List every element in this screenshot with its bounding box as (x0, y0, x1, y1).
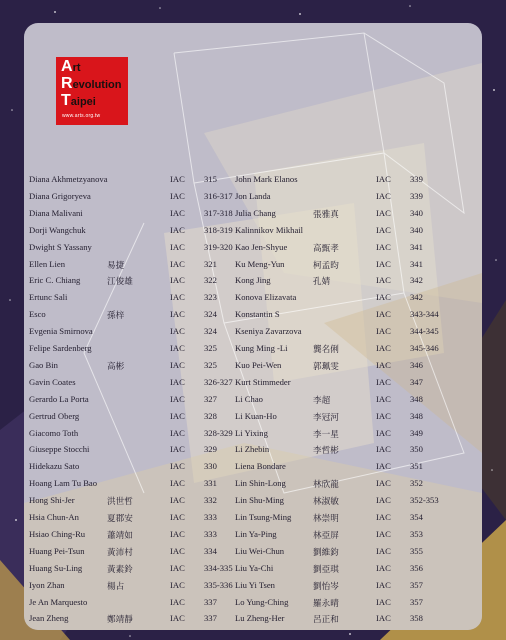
artist-chinese-name: 呂正和 (313, 614, 339, 625)
artist-name: Kung Ming -Li (235, 343, 288, 353)
artist-name: Diana Malivani (29, 207, 83, 218)
entry-page: 339 (410, 190, 423, 201)
entry-category: IAC (170, 579, 185, 590)
entry-category: IAC (376, 545, 391, 556)
entry-page: 334-335 (204, 562, 233, 573)
entry-category: IAC (170, 258, 185, 269)
artist-chinese-name: 江俊雄 (107, 276, 133, 287)
artist-chinese-name: 孫梓 (107, 310, 125, 321)
artist-name: Kong Jing (235, 275, 271, 286)
entry-category: IAC (376, 292, 391, 303)
entry-page: 357 (410, 596, 423, 607)
entry-page: 346 (410, 359, 423, 370)
entry-category: IAC (376, 410, 391, 421)
artist-chinese-name: 黃沛村 (107, 546, 133, 557)
artist-name: Dwight S Yassany (29, 241, 92, 252)
entry-page: 351 (410, 461, 423, 472)
entry-category: IAC (170, 207, 185, 218)
entry-page: 324 (204, 309, 217, 320)
entry-category: IAC (376, 207, 391, 218)
artist-name: Ellen Lien (29, 258, 66, 269)
entry-page: 316-317 (204, 190, 233, 201)
entry-page: 356 (410, 562, 423, 573)
entry-page: 347 (410, 376, 423, 387)
artist-name: Giacomo Toth (29, 427, 79, 438)
artist-name: Lin Ya-Ping (235, 528, 277, 539)
artist-chinese-name: 林欣龍 (313, 479, 339, 490)
entry-category: IAC (170, 562, 185, 573)
entry-page: 342 (410, 292, 423, 303)
artist-name: Konova Elizavata (235, 292, 297, 303)
artist-chinese-name: 李哲彬 (313, 445, 339, 456)
entry-category: IAC (170, 393, 185, 404)
entry-page: 357 (410, 579, 423, 590)
artist-name: Iyon Zhan (29, 579, 65, 590)
artist-name: Lo Yung-Ching (235, 596, 289, 607)
artist-chinese-name: 柯孟昀 (313, 259, 339, 270)
entry-category: IAC (170, 309, 185, 320)
entry-category: IAC (376, 444, 391, 455)
entry-page: 331 (204, 478, 217, 489)
content-panel (24, 23, 482, 630)
entry-page: 326-327 (204, 376, 233, 387)
artist-chinese-name: 孔婧 (313, 276, 331, 287)
artist-chinese-name: 龔名俐 (313, 344, 339, 354)
entry-page: 341 (410, 258, 423, 269)
entry-category: IAC (376, 528, 391, 539)
artist-name: Lin Shin-Long (235, 478, 286, 489)
entry-category: IAC (376, 275, 391, 286)
entry-page: 345-346 (410, 343, 439, 353)
entry-page: 325 (204, 343, 217, 353)
entry-page: 317-318 (204, 207, 233, 218)
art-revolution-taipei-logo: Art Revolution Taipei www.arts.org.tw (56, 57, 128, 125)
entry-page: 328 (204, 410, 217, 421)
artist-name: Huang Su-Ling (29, 562, 83, 573)
artist-name: Lin Tsung-Ming (235, 512, 292, 522)
entry-category: IAC (376, 461, 391, 472)
artist-name: Hong Shi-Jer (29, 495, 75, 506)
entry-page: 315 (204, 174, 217, 184)
artist-name: Kurt Stimmeder (235, 376, 291, 387)
entry-page: 344-345 (410, 326, 439, 337)
entry-category: IAC (376, 224, 391, 235)
artist-name: Kseniya Zavarzova (235, 326, 302, 337)
entry-page: 327 (204, 393, 217, 404)
entry-category: IAC (376, 613, 391, 624)
entry-category: IAC (170, 343, 185, 353)
entry-page: 328-329 (204, 427, 233, 438)
artist-name: John Mark Elanos (235, 174, 298, 184)
entry-category: IAC (376, 258, 391, 269)
entry-page: 319-320 (204, 241, 233, 252)
entry-category: IAC (376, 174, 391, 184)
artist-chinese-name: 劉亞琪 (313, 563, 339, 574)
artist-name: Lin Shu-Ming (235, 495, 284, 506)
entry-page: 340 (410, 224, 423, 235)
entry-page: 337 (204, 613, 217, 624)
artist-name: Ertunc Sali (29, 292, 68, 303)
artist-name: Gao Bin (29, 359, 58, 370)
entry-category: IAC (170, 275, 185, 286)
entry-category: IAC (376, 326, 391, 337)
artist-chinese-name: 高彬 (107, 360, 125, 371)
entry-category: IAC (170, 512, 185, 522)
artist-chinese-name: 李一星 (313, 428, 339, 439)
artist-chinese-name: 洪世哲 (107, 496, 133, 507)
entry-category: IAC (170, 528, 185, 539)
entry-page: 352-353 (410, 495, 439, 506)
artist-chinese-name: 林亞屏 (313, 529, 339, 540)
entry-category: IAC (170, 292, 185, 303)
artist-chinese-name: 劉怡岑 (313, 580, 339, 591)
artist-name: Ku Meng-Yun (235, 258, 285, 269)
artist-chinese-name: 高甄孝 (313, 242, 339, 253)
entry-category: IAC (376, 393, 391, 404)
entry-category: IAC (376, 478, 391, 489)
entry-page: 329 (204, 444, 217, 455)
entry-category: IAC (170, 190, 185, 201)
artist-chinese-name: 劉維鈞 (313, 546, 339, 557)
entry-category: IAC (170, 174, 185, 184)
artist-chinese-name: 蕭靖如 (107, 529, 133, 540)
entry-page: 348 (410, 393, 423, 404)
artist-name: Li Zhebin (235, 444, 270, 455)
artist-chinese-name: 鄭靖靜 (107, 614, 133, 625)
artist-name: Gertrud Oberg (29, 410, 80, 421)
artist-chinese-name: 楊占 (107, 580, 125, 591)
entry-page: 335-336 (204, 579, 233, 590)
entry-category: IAC (376, 579, 391, 590)
entry-category: IAC (376, 190, 391, 201)
artist-name: Diana Grigoryeva (29, 190, 91, 201)
entry-page: 343-344 (410, 309, 439, 320)
artist-chinese-name: 郭珮雯 (313, 360, 339, 371)
artist-chinese-name: 夏郡安 (107, 513, 133, 523)
entry-page: 353 (410, 528, 423, 539)
entry-category: IAC (170, 410, 185, 421)
artist-name: Diana Akhmetzyanova (29, 174, 108, 184)
artist-name: Evgenia Smirnova (29, 326, 93, 337)
artist-name: Felipe Sardenberg (29, 343, 92, 353)
artist-name: Liu Wei-Chun (235, 545, 285, 556)
entry-page: 348 (410, 410, 423, 421)
entry-page: 323 (204, 292, 217, 303)
entry-category: IAC (170, 376, 185, 387)
artist-chinese-name: 李冠河 (313, 411, 339, 422)
entry-category: IAC (376, 309, 391, 320)
artist-chinese-name: 林崇明 (313, 513, 339, 523)
artist-name: Kuo Pei-Wen (235, 359, 282, 370)
entry-category: IAC (170, 596, 185, 607)
entry-category: IAC (170, 224, 185, 235)
entry-page: 352 (410, 478, 423, 489)
entry-page: 333 (204, 512, 217, 522)
entry-page: 324 (204, 326, 217, 337)
artist-name: Hsiao Ching-Ru (29, 528, 86, 539)
entry-page: 333 (204, 528, 217, 539)
entry-category: IAC (170, 241, 185, 252)
artist-name: Li Kuan-Ho (235, 410, 277, 421)
artist-name: Eric C. Chiang (29, 275, 81, 286)
entry-page: 342 (410, 275, 423, 286)
artist-name: Jean Zheng (29, 613, 69, 624)
artist-chinese-name: 張雅真 (313, 208, 339, 219)
artist-chinese-name: 李超 (313, 394, 331, 405)
artist-name: Li Chao (235, 393, 263, 404)
entry-category: IAC (170, 495, 185, 506)
entry-category: IAC (376, 495, 391, 506)
entry-page: 322 (204, 275, 217, 286)
entry-category: IAC (376, 343, 391, 353)
entry-category: IAC (170, 478, 185, 489)
entry-category: IAC (376, 512, 391, 522)
entry-page: 340 (410, 207, 423, 218)
artist-name: Huang Pei-Tsun (29, 545, 85, 556)
entry-page: 355 (410, 545, 423, 556)
artist-name: Liu Ya-Chi (235, 562, 274, 573)
artist-name: Gerardo La Porta (29, 393, 89, 404)
entry-page: 318-319 (204, 224, 233, 235)
artist-name: Li Yixing (235, 427, 268, 438)
artist-name: Kao Jen-Shyue (235, 241, 288, 252)
entry-page: 350 (410, 444, 423, 455)
artist-name: Jon Landa (235, 190, 271, 201)
artist-chinese-name: 羅永晴 (313, 597, 339, 608)
entry-page: 332 (204, 495, 217, 506)
entry-page: 334 (204, 545, 217, 556)
artist-name: Konstantin S (235, 309, 280, 320)
entry-category: IAC (170, 444, 185, 455)
entry-page: 358 (410, 613, 423, 624)
entry-page: 337 (204, 596, 217, 607)
entry-category: IAC (376, 427, 391, 438)
entry-page: 349 (410, 427, 423, 438)
entry-category: IAC (170, 613, 185, 624)
artist-name: Liena Bondare (235, 461, 286, 472)
artist-name: Hoang Lam Tu Bao (29, 478, 98, 489)
artist-name: Dorji Wangchuk (29, 224, 86, 235)
entry-page: 354 (410, 512, 423, 522)
entry-category: IAC (170, 326, 185, 337)
entry-category: IAC (376, 359, 391, 370)
entry-category: IAC (170, 461, 185, 472)
entry-page: 330 (204, 461, 217, 472)
artist-name: Gavin Coates (29, 376, 76, 387)
artist-name: Lu Zheng-Her (235, 613, 285, 624)
entry-category: IAC (376, 376, 391, 387)
logo-url: www.arts.org.tw (62, 113, 101, 119)
entry-category: IAC (376, 562, 391, 573)
artist-name: Je An Marquesto (29, 596, 88, 607)
artist-name: Julia Chang (235, 207, 276, 218)
entry-page: 321 (204, 258, 217, 269)
artist-name: Hidekazu Sato (29, 461, 80, 472)
artist-name: Esco (29, 309, 46, 320)
entry-page: 339 (410, 174, 423, 184)
entry-page: 341 (410, 241, 423, 252)
entry-category: IAC (376, 596, 391, 607)
artist-chinese-name: 黃素鈴 (107, 563, 133, 574)
artist-name: Giuseppe Stocchi (29, 444, 90, 455)
artist-name: Kalinnikov Mikhail (235, 224, 304, 235)
artist-chinese-name: 易捷 (107, 259, 125, 270)
artist-chinese-name: 林淑敏 (313, 496, 339, 507)
entry-category: IAC (376, 241, 391, 252)
artist-name: Hsia Chun-An (29, 512, 79, 522)
artist-name: Liu Yi Tsen (235, 579, 275, 590)
entry-page: 325 (204, 359, 217, 370)
entry-category: IAC (170, 359, 185, 370)
entry-category: IAC (170, 545, 185, 556)
entry-category: IAC (170, 427, 185, 438)
